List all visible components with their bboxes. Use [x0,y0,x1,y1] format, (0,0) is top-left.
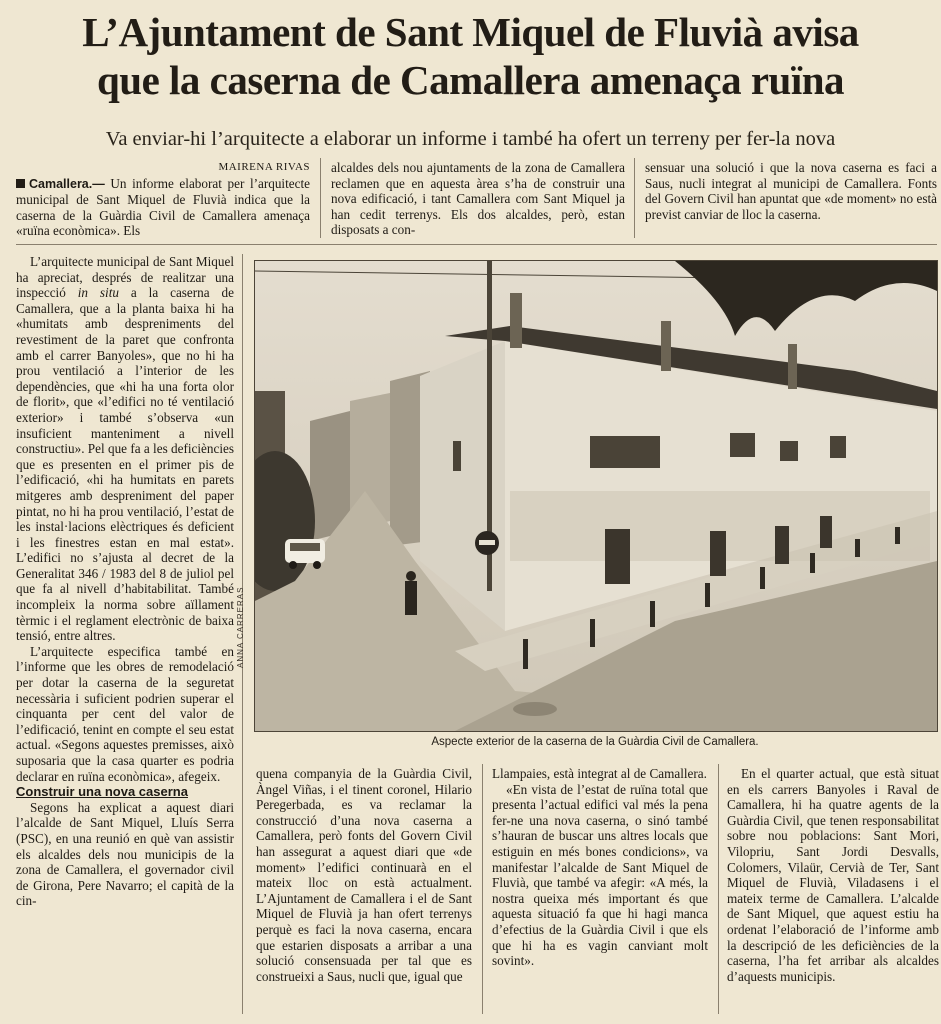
bottom-column-4 [727,766,939,984]
bottom-column-3-p2: «En vista de l’estat de ruïna total que presenta l’actual edifici val més la pena fer-ne una nova caserna, o sinó també s’hauran de buscar uns altres locals que estiguin en més bones condicions», va manifestar l’alcalde de Sant Miquel de Fluvià, que també va afegir: «A més, la nostra queixa més important és que aquesta situació fa que hi hagi manca d’efectius de la Guàrdia Civil i que els que hi ha es vagin canviant molt sovint». [492,781,708,969]
section-divider [16,244,937,245]
headline [10,8,931,104]
subheadline: Va enviar-hi l’arquitecte a elaborar un informe i també ha ofert un terreny per fer-la nova [105,128,836,150]
top-column-1 [16,160,310,239]
top-column-3 [645,160,937,222]
top-column-3-text: sensuar una solució i que la nova caserna es faci a Saus, nucli integrat al municipi de Camallera. Fonts del Govern Civil han apuntat que «de moment» no està previst canviar de lloc la caserna. [645,160,937,222]
photo-caserna [254,260,938,732]
photo-illustration [255,261,937,731]
left-paragraph-2: L’arquitecte especifica també en l’informe que les obres de remodelació per dotar la caserna de la seguretat necessària i suficient podrien superar el cinquanta per cent del valor de l’edificació, tenint en compte el seu estat actual. «Segons aquestes premisses, això suposaria que la casa quarter es podria declarar en ruïna econòmica», afegeix. [16,643,234,784]
left-paragraph-1: L’arquitecte municipal de Sant Miquel ha apreciat, després de realitzar una inspecció in situ a la caserna de Camallera, que a la planta baixa hi ha «humitats amb despreniments del revestiment de la paret que confronta amb el carrer Banyoles», que no hi ha prou ventilació a l’interior de les dependències, que «hi ha una forta olor de florit», que «l’edifici no té ventilació exterior» i també s’observa «un insuficient manteniment a nivell constructiu». Pel que fa a les deficiències que es presenten en el primer pis de l’edificació, «hi ha humitats en parets mitgeres amb despreniment del paper pintat, no hi ha prou ventilació, l’estat de les instal·lacions elèctriques és deficient i les finestres estan en mal estat». L’edifici no s’ajusta al decret de la Generalitat 346 / 1983 del 8 de juliol pel que fa al nivell d’habitabilitat. També incompleix la norma sobre aïllament tèrmic i el reglament electrònic de baixa tensió, entre altres. [16,254,234,644]
left-paragraph-3: Segons ha explicat a aquest diari l’alcalde de Sant Miquel, Lluís Serra (PSC), en una reunió en què van assistir els alcaldes dels nou municipis de la zona de Camallera, el governador civil de Girona, Pere Navarro; el capità de la cin- [16,799,234,909]
bottom-column-4-text: En el quarter actual, que està situat en els carrers Banyoles i Raval de Camallera, hi ha quatre agents de la Guàrdia Civil, que tenen responsabilitat sobre nou poblacions: Sant Mori, Vilopriu, Sant Jordi Desvalls, Colomers, Vilaür, Cervià de Ter, Sant Miquel de Fluvià, Viladasens i el mateix terme de Camallera. L’alcalde de Sant Miquel, que aquest estiu ha ordenat l’elaboració de l’informe amb la descripció de les deficiències de la caserna, l’ha fet arribar als alcaldes d’aquests municipis. [727,766,939,984]
column-rule [482,764,483,1014]
byline: MAIRENA RIVAS [218,161,310,173]
photo-credit: ANNA CARRERAS [236,586,245,668]
bullet-square-icon [16,179,25,188]
column-rule [320,158,321,238]
lead-paragraph [16,176,310,239]
photo-caption: Aspecte exterior de la caserna de la Guàrdia Civil de Camallera. [431,736,759,748]
column-rule [634,158,635,238]
dateline: Camallera.— [29,176,105,191]
column-rule [718,764,719,1014]
bottom-column-3-p1: Llampaies, està integrat al de Camallera. [492,766,707,781]
top-column-2-text: alcaldes dels nou ajuntaments de la zona de Camallera reclamen que en aquesta àrea s’ha de construir una nova edificació, i tant Camallera com Sant Miquel ja han cedit terrenys. Els dos alcaldes, però, estan disposats a con- [331,160,625,238]
headline-line-2: que la caserna de Camallera amenaça ruïna [96,57,845,103]
section-heading: Construir una nova caserna [16,784,188,800]
bottom-column-3 [492,766,708,969]
in-situ-text: in situ [77,285,119,301]
lead-text: Un informe elaborat per l’arquitecte municipal de Sant Miquel de Fluvià indica que la caserna de la Guàrdia Civil de Camallera amenaça «ruïna econòmica». Els [16,175,310,239]
top-column-2 [331,160,625,238]
headline-line-1: L’Ajuntament de Sant Miquel de Fluvià avisa [82,9,859,55]
bottom-column-2-text: quena companyia de la Guàrdia Civil, Àngel Viñas, i el tinent coronel, Hilario Peregerbada, es va reclamar la construcció d’una nova caserna a Camallera, però fonts del Govern Civil han assegurat a aquest diari que «de moment» l’edifici continuarà en el mateix lloc on està actualment. L’Ajuntament de Camallera i el de Sant Miquel de Fluvià ja han ofert terrenys perquè es faci la nova caserna, encara que estarien disposats a arribar a una solució consensuada per tal que es construeixi a Saus, nucli que, igual que [256,766,472,984]
left-column [16,254,234,909]
bottom-column-2 [256,766,472,984]
